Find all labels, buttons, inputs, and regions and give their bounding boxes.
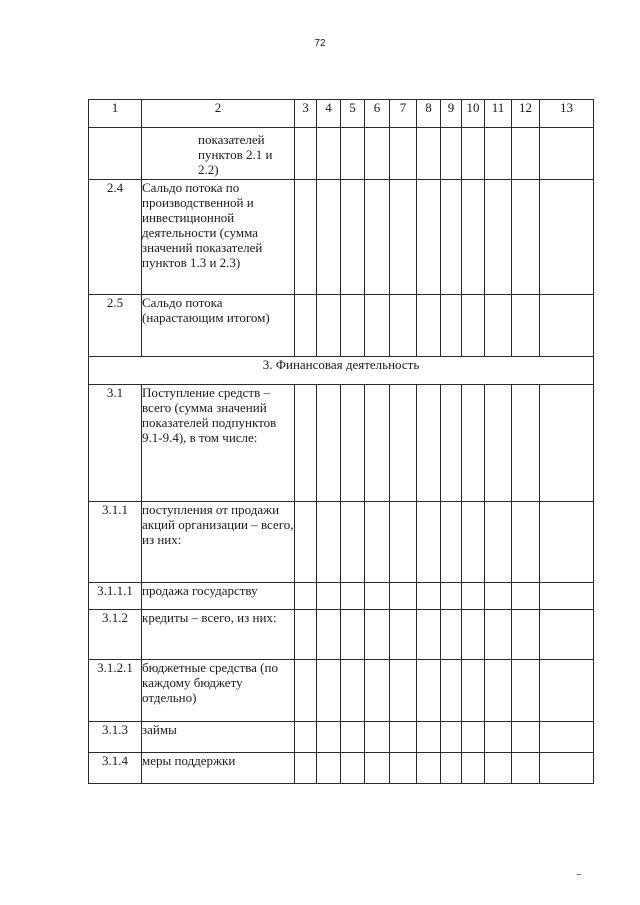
column-header: 9 [441, 100, 462, 128]
row-code: 3.1 [89, 385, 142, 502]
section-title: 3. Финансовая деятельность [89, 357, 594, 385]
row-code: 3.1.2.1 [89, 660, 142, 722]
table-row [89, 660, 594, 722]
row-code [89, 128, 142, 180]
row-name: меры поддержки [142, 753, 295, 784]
table-row [89, 610, 594, 660]
scan-mark [577, 874, 581, 875]
table-row [89, 753, 594, 784]
table-row [89, 128, 594, 180]
section-row [89, 357, 594, 385]
row-code: 3.1.2 [89, 610, 142, 660]
column-header: 4 [317, 100, 341, 128]
page-number: 72 [314, 38, 326, 49]
table-row [89, 722, 594, 753]
row-name: продажа государству [142, 583, 295, 610]
row-name: Сальдо потока по производственной и инвестиционной деятельности (сумма значений показателей пунктов 1.3 и 2.3) [142, 180, 295, 295]
table-row [89, 295, 594, 357]
column-header: 13 [540, 100, 594, 128]
row-name: бюджетные средства (по каждому бюджету отдельно) [142, 660, 295, 722]
row-name: Сальдо потока (нарастающим итогом) [142, 295, 295, 357]
row-name: займы [142, 722, 295, 753]
table-row [89, 502, 594, 583]
column-header: 5 [341, 100, 365, 128]
row-name: показателей пунктов 2.1 и 2.2) [142, 128, 295, 180]
row-code: 3.1.1 [89, 502, 142, 583]
table-header-row [89, 100, 594, 128]
row-code: 3.1.3 [89, 722, 142, 753]
table-row [89, 385, 594, 502]
column-header: 6 [365, 100, 390, 128]
row-code: 3.1.1.1 [89, 583, 142, 610]
column-header: 12 [512, 100, 540, 128]
financial-table [88, 99, 594, 784]
column-header: 10 [462, 100, 485, 128]
row-code: 2.5 [89, 295, 142, 357]
table-row [89, 180, 594, 295]
table-row [89, 583, 594, 610]
column-header: 3 [295, 100, 317, 128]
column-header: 7 [390, 100, 417, 128]
row-name: Поступление средств – всего (сумма значений показателей подпунктов 9.1-9.4), в том числе: [142, 385, 295, 502]
column-header: 11 [485, 100, 512, 128]
row-code: 3.1.4 [89, 753, 142, 784]
column-header: 2 [142, 100, 295, 128]
row-name: кредиты – всего, из них: [142, 610, 295, 660]
column-header: 1 [89, 100, 142, 128]
column-header: 8 [417, 100, 441, 128]
row-code: 2.4 [89, 180, 142, 295]
row-name: поступления от продажи акций организации – всего, из них: [142, 502, 295, 583]
